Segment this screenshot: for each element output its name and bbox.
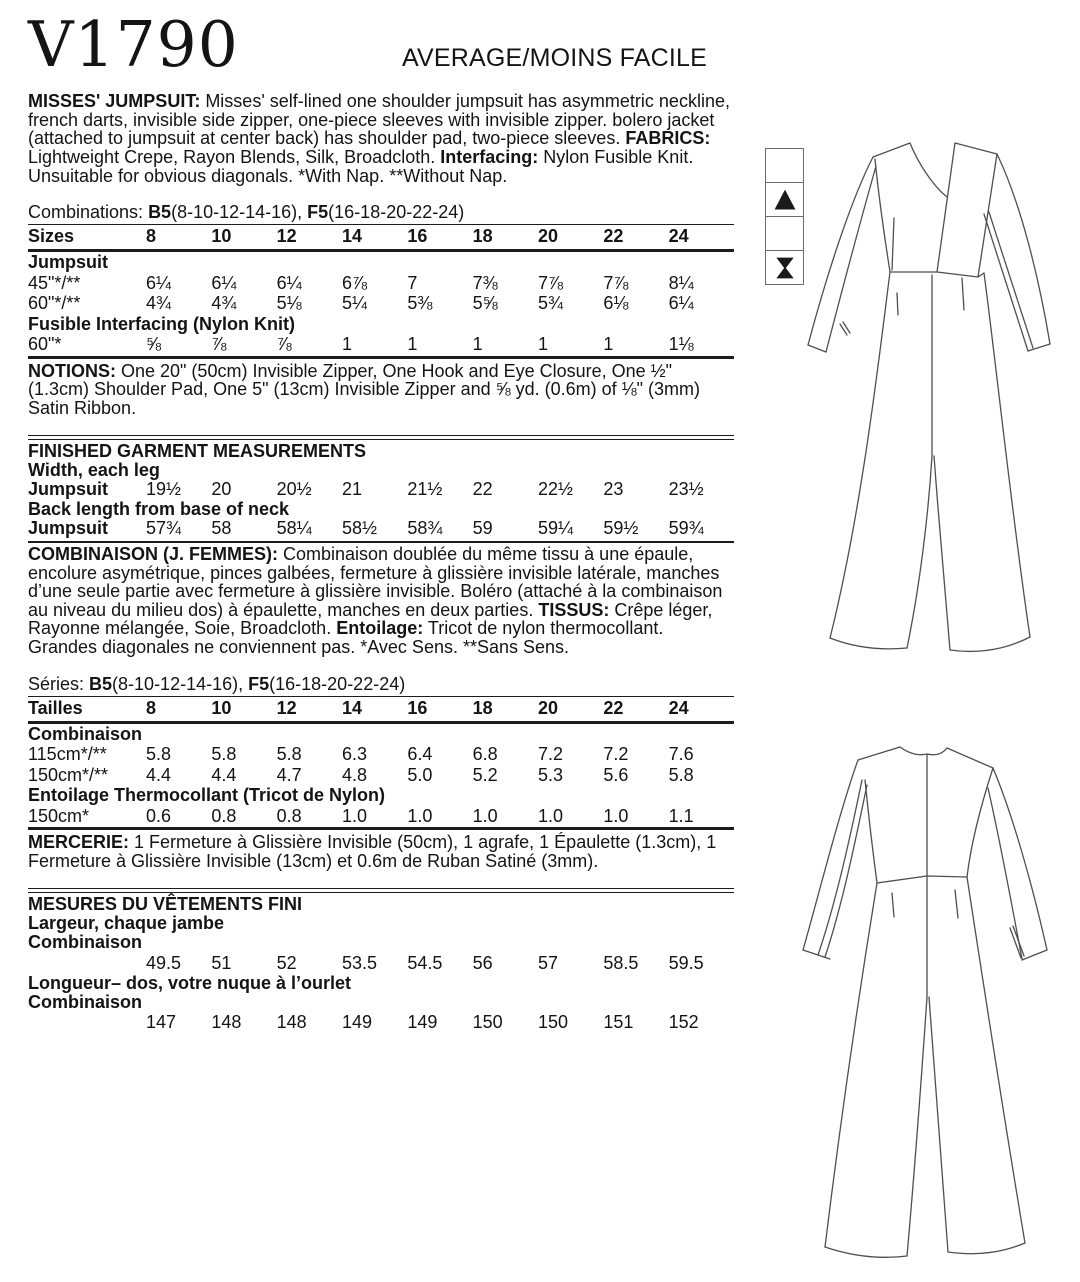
table-cell: 7.2 bbox=[603, 744, 629, 765]
table-cell: 6¼ bbox=[146, 272, 172, 293]
table-cell: 6⅞ bbox=[342, 272, 368, 293]
rule bbox=[28, 888, 734, 893]
table-cell: 152 bbox=[668, 1012, 699, 1033]
table-cell: 7⅞ bbox=[538, 272, 564, 293]
yardage-section-jumpsuit: Jumpsuit bbox=[28, 252, 109, 273]
table-cell: 57 bbox=[538, 952, 559, 973]
tissus-text: Crêpe léger, Rayonne mélangée, Soie, Broadcloth. bbox=[28, 599, 713, 639]
tissus-label: TISSUS: bbox=[538, 599, 610, 620]
table-cell: 4.7 bbox=[276, 764, 302, 785]
table-cell: 5.8 bbox=[276, 744, 302, 765]
row-values bbox=[146, 334, 734, 355]
table-cell: 1 bbox=[538, 334, 549, 355]
sizes-header-label: Sizes bbox=[28, 226, 75, 247]
table-cell: 7.2 bbox=[538, 744, 564, 765]
table-cell: 151 bbox=[603, 1012, 634, 1033]
back-pants bbox=[825, 877, 1025, 1257]
table-cell: 1.0 bbox=[407, 805, 433, 826]
row-values bbox=[146, 765, 734, 786]
fgm-title: FINISHED GARMENT MEASUREMENTS bbox=[28, 440, 367, 461]
yardage-table-header bbox=[28, 225, 734, 248]
table-cell: 58¾ bbox=[407, 518, 443, 539]
table-cell: 22½ bbox=[538, 479, 574, 500]
table-cell: ⅞ bbox=[211, 334, 227, 355]
table-cell: 4.4 bbox=[211, 764, 237, 785]
table-cell: 4.4 bbox=[146, 764, 172, 785]
table-cell: 14 bbox=[342, 697, 363, 718]
text-column bbox=[28, 0, 734, 1033]
table-cell: 24 bbox=[668, 226, 689, 247]
mesures-largeur-label: Largeur, chaque jambe bbox=[28, 913, 225, 934]
row-label: 60"* bbox=[28, 334, 62, 355]
table-cell: 52 bbox=[276, 952, 297, 973]
metrage-section-combinaison: Combinaison bbox=[28, 723, 143, 744]
row-label-empty bbox=[28, 953, 146, 974]
table-cell: 21 bbox=[342, 479, 363, 500]
rule bbox=[28, 541, 734, 543]
fgm-width-row bbox=[28, 480, 734, 500]
metrage-row-150 bbox=[28, 765, 734, 786]
mercerie-label: MERCERIE: bbox=[28, 832, 130, 853]
with-nap-triangle-icon bbox=[772, 187, 798, 213]
fgm-width-label: Width, each leg bbox=[28, 460, 160, 481]
table-cell: 0.8 bbox=[211, 805, 237, 826]
row-label-empty bbox=[28, 1012, 146, 1033]
table-cell: 21½ bbox=[407, 479, 443, 500]
combinations-prefix: Combinations: bbox=[28, 202, 149, 223]
row-label: 45"*/** bbox=[28, 272, 81, 293]
notions-text: One 20" (50cm) Invisible Zipper, One Hook and Eye Closure, One ½" (1.3cm) Shoulder Pad, One 5" (13cm) Invisible Zipper and ⅝ yd. (0.6m) of ⅛" (3mm) Satin Ribbon. bbox=[28, 360, 701, 418]
table-cell: 1 bbox=[472, 334, 483, 355]
table-cell: 56 bbox=[472, 952, 493, 973]
combinaison-label: COMBINAISON (J. FEMMES): bbox=[28, 543, 278, 564]
table-cell: 1.0 bbox=[538, 805, 564, 826]
series-prefix: Séries: bbox=[28, 673, 90, 694]
table-cell: 1.0 bbox=[603, 805, 629, 826]
sizes-header-cells bbox=[146, 225, 734, 248]
table-cell: 16 bbox=[407, 226, 428, 247]
series-line bbox=[28, 675, 734, 694]
mesures-largeur-row bbox=[28, 953, 734, 974]
table-cell: 7⅜ bbox=[472, 272, 498, 293]
table-cell: 5.8 bbox=[668, 764, 694, 785]
difficulty-rating: AVERAGE/MOINS FACILE bbox=[402, 44, 708, 72]
table-cell: 4¾ bbox=[211, 293, 237, 314]
table-cell: 20 bbox=[538, 226, 559, 247]
table-cell: 24 bbox=[668, 697, 689, 718]
table-cell: 147 bbox=[146, 1012, 177, 1033]
rule bbox=[28, 356, 734, 359]
row-label: Jumpsuit bbox=[28, 518, 109, 539]
table-cell: 4¾ bbox=[146, 293, 172, 314]
table-cell: 58½ bbox=[342, 518, 378, 539]
combination-f5: F5 bbox=[307, 202, 329, 223]
table-cell: 149 bbox=[342, 1012, 373, 1033]
entoilage-label: Entoilage: bbox=[336, 618, 424, 639]
table-cell: 57¾ bbox=[146, 518, 182, 539]
table-cell: 5⅝ bbox=[472, 293, 498, 314]
table-cell: 6¼ bbox=[276, 272, 302, 293]
combinaison-text: Combinaison doublée du même tissu à une épaule, encolure asymétrique, pinces galbées, fermeture à glissière invisible latérale, manches d’une seule partie avec fermeture à glissière invisible. Boléro (attaché à la combinaison au niveau du milieu dos) à épaulette, manches en deux parties. bbox=[28, 543, 723, 620]
interfacing-label: Interfacing: bbox=[440, 146, 539, 167]
table-cell: 20 bbox=[211, 479, 232, 500]
table-cell: 150 bbox=[538, 1012, 569, 1033]
finished-garment-measurements bbox=[28, 442, 734, 539]
row-label: 60"*/** bbox=[28, 293, 81, 314]
misses-jumpsuit-label: MISSES' JUMPSUIT: bbox=[28, 91, 201, 112]
table-cell: ⅝ bbox=[146, 334, 162, 355]
table-cell: 5.2 bbox=[472, 764, 498, 785]
table-cell: 59¼ bbox=[538, 518, 574, 539]
table-cell: 0.6 bbox=[146, 805, 172, 826]
table-cell: 5.8 bbox=[146, 744, 172, 765]
table-cell: 10 bbox=[211, 226, 232, 247]
pattern-number: V1790 bbox=[28, 8, 239, 81]
front-pants bbox=[830, 272, 1030, 651]
table-cell: 5.3 bbox=[538, 764, 564, 785]
fabrics-text: Lightweight Crepe, Rayon Blends, Silk, Broadcloth. bbox=[28, 146, 441, 167]
mesures-title: MESURES DU VÊTEMENTS FINI bbox=[28, 893, 303, 914]
metrage-row-entoilage bbox=[28, 806, 734, 827]
table-cell: 7.6 bbox=[668, 744, 694, 765]
rule bbox=[28, 827, 734, 830]
table-cell: 5¼ bbox=[342, 293, 368, 314]
table-cell: 22 bbox=[603, 226, 624, 247]
table-cell: 19½ bbox=[146, 479, 182, 500]
table-cell: 54.5 bbox=[407, 952, 443, 973]
combinations-line bbox=[28, 203, 734, 222]
mercerie-text: 1 Fermeture à Glissière Invisible (50cm), 1 agrafe, 1 Épaulette (1.3cm), 1 Fermeture à Glissière Invisible (13cm) et 0.6m de Ruban Satiné (3mm). bbox=[28, 832, 717, 871]
metrage-section-entoilage: Entoilage Thermocollant (Tricot de Nylon) bbox=[28, 785, 386, 806]
table-cell: ⅞ bbox=[276, 334, 292, 355]
table-cell: 1.0 bbox=[472, 805, 498, 826]
table-cell: 6⅛ bbox=[603, 293, 629, 314]
table-cell: 8 bbox=[146, 226, 157, 247]
notions-paragraph bbox=[28, 362, 730, 418]
table-cell: 51 bbox=[211, 952, 232, 973]
table-cell: 5.0 bbox=[407, 764, 433, 785]
table-cell: 5⅜ bbox=[407, 293, 433, 314]
table-cell: 5⅛ bbox=[276, 293, 302, 314]
front-bodice bbox=[873, 143, 997, 277]
yardage-section-interfacing: Fusible Interfacing (Nylon Knit) bbox=[28, 313, 296, 334]
table-cell: 6.8 bbox=[472, 744, 498, 765]
table-cell: 6¼ bbox=[668, 293, 694, 314]
nap-symbol-cell-empty bbox=[766, 149, 803, 182]
table-cell: 5¾ bbox=[538, 293, 564, 314]
row-values bbox=[146, 953, 734, 974]
table-cell: 6.4 bbox=[407, 744, 433, 765]
row-values bbox=[146, 1012, 734, 1033]
table-cell: 5.6 bbox=[603, 764, 629, 785]
english-description bbox=[28, 92, 730, 185]
fgm-back-length-label: Back length from base of neck bbox=[28, 499, 290, 520]
mesures-largeur-row-label: Combinaison bbox=[28, 932, 143, 953]
series-f5-sizes: (16-18-20-22-24) bbox=[269, 673, 406, 694]
row-values bbox=[146, 519, 734, 539]
table-cell: 8¼ bbox=[668, 272, 694, 293]
table-cell: 18 bbox=[472, 226, 493, 247]
table-cell: 23½ bbox=[668, 479, 704, 500]
table-cell: 148 bbox=[211, 1012, 242, 1033]
table-cell: 58.5 bbox=[603, 952, 639, 973]
back-sleeves bbox=[803, 760, 1047, 960]
table-cell: 7 bbox=[407, 272, 418, 293]
entoilage-text: Tricot de nylon thermocollant. Grandes diagonales ne conviennent pas. *Avec Sens. **Sans Sens. bbox=[28, 618, 664, 657]
jumpsuit-back-view-illustration bbox=[788, 740, 1050, 1282]
tailles-header-label: Tailles bbox=[28, 697, 83, 718]
series-b5-sizes: (8-10-12-14-16), bbox=[112, 673, 249, 694]
table-cell: 5.8 bbox=[211, 744, 237, 765]
table-cell: 150 bbox=[472, 1012, 503, 1033]
combination-f5-sizes: (16-18-20-22-24) bbox=[328, 202, 465, 223]
without-nap-hourglass-icon bbox=[772, 255, 798, 281]
row-label: 150cm* bbox=[28, 805, 90, 826]
table-cell: 1 bbox=[603, 334, 614, 355]
front-sleeves bbox=[808, 154, 1050, 352]
table-cell: 22 bbox=[603, 697, 624, 718]
row-values bbox=[146, 273, 734, 294]
table-cell: 10 bbox=[211, 697, 232, 718]
table-cell: 12 bbox=[276, 226, 297, 247]
table-cell: 8 bbox=[146, 697, 157, 718]
table-cell: 22 bbox=[472, 479, 493, 500]
rule bbox=[28, 435, 734, 440]
table-cell: 58 bbox=[211, 518, 232, 539]
nap-symbol-cell bbox=[766, 182, 803, 216]
notions-label: NOTIONS: bbox=[28, 360, 116, 381]
metrage-row-115 bbox=[28, 744, 734, 765]
row-values bbox=[146, 480, 734, 500]
tailles-header-cells bbox=[146, 697, 734, 720]
nap-symbol-cell-empty bbox=[766, 216, 803, 250]
metrage-table-header bbox=[28, 697, 734, 720]
table-cell: 59.5 bbox=[668, 952, 704, 973]
series-b5: B5 bbox=[89, 673, 113, 694]
row-values bbox=[146, 744, 734, 765]
row-label: 115cm*/** bbox=[28, 744, 107, 765]
table-cell: 12 bbox=[276, 697, 297, 718]
fgm-back-row bbox=[28, 519, 734, 539]
mesures-longueur-row-label: Combinaison bbox=[28, 991, 143, 1012]
table-cell: 59½ bbox=[603, 518, 639, 539]
interfacing-text: Nylon Fusible Knit. Unsuitable for obvious diagonals. *With Nap. **Without Nap. bbox=[28, 146, 694, 186]
table-cell: 7⅞ bbox=[603, 272, 629, 293]
table-cell: 1⅛ bbox=[668, 334, 694, 355]
misses-jumpsuit-text: Misses' self-lined one shoulder jumpsuit has asymmetric neckline, french darts, invisible side zipper, one-piece sleeves with invisible zipper. bolero jacket (attached to jumpsuit at center back) has shoulder pad, two-piece sleeves. bbox=[28, 91, 730, 149]
nap-symbol-cell bbox=[766, 250, 803, 284]
table-cell: 1.1 bbox=[668, 805, 694, 826]
table-cell: 6¼ bbox=[211, 272, 237, 293]
table-cell: 53.5 bbox=[342, 952, 378, 973]
mesures-longueur-label: Longueur– dos, votre nuque à l’ourlet bbox=[28, 972, 352, 993]
table-cell: 59¾ bbox=[668, 518, 704, 539]
table-cell: 4.8 bbox=[342, 764, 368, 785]
mesures-du-vetements-fini bbox=[28, 895, 734, 1033]
series-f5: F5 bbox=[248, 673, 270, 694]
table-cell: 14 bbox=[342, 226, 363, 247]
table-cell: 16 bbox=[407, 697, 428, 718]
table-cell: 1.0 bbox=[342, 805, 368, 826]
yardage-row-45 bbox=[28, 273, 734, 294]
cutting-layout-symbols bbox=[765, 148, 804, 285]
table-cell: 0.8 bbox=[276, 805, 302, 826]
table-cell: 18 bbox=[472, 697, 493, 718]
table-cell: 6.3 bbox=[342, 744, 368, 765]
table-cell: 23 bbox=[603, 479, 624, 500]
table-cell: 1 bbox=[342, 334, 353, 355]
row-values bbox=[146, 293, 734, 314]
table-cell: 58¼ bbox=[276, 518, 312, 539]
table-cell: 49.5 bbox=[146, 952, 182, 973]
yardage-row-interfacing bbox=[28, 334, 734, 355]
mesures-longueur-row bbox=[28, 1012, 734, 1033]
mercerie-paragraph bbox=[28, 833, 730, 870]
row-label: 150cm*/** bbox=[28, 764, 109, 785]
table-cell: 59 bbox=[472, 518, 493, 539]
combination-b5: B5 bbox=[148, 202, 172, 223]
yardage-row-60 bbox=[28, 293, 734, 314]
table-cell: 148 bbox=[276, 1012, 307, 1033]
table-cell: 20½ bbox=[276, 479, 312, 500]
table-cell: 20 bbox=[538, 697, 559, 718]
fabrics-label: FABRICS: bbox=[625, 128, 711, 149]
jumpsuit-front-view-illustration bbox=[800, 118, 1075, 666]
row-label: Jumpsuit bbox=[28, 479, 109, 500]
back-bodice bbox=[858, 747, 993, 997]
french-description bbox=[28, 545, 730, 657]
table-cell: 1 bbox=[407, 334, 418, 355]
row-values bbox=[146, 806, 734, 827]
table-cell: 149 bbox=[407, 1012, 438, 1033]
combination-b5-sizes: (8-10-12-14-16), bbox=[171, 202, 308, 223]
